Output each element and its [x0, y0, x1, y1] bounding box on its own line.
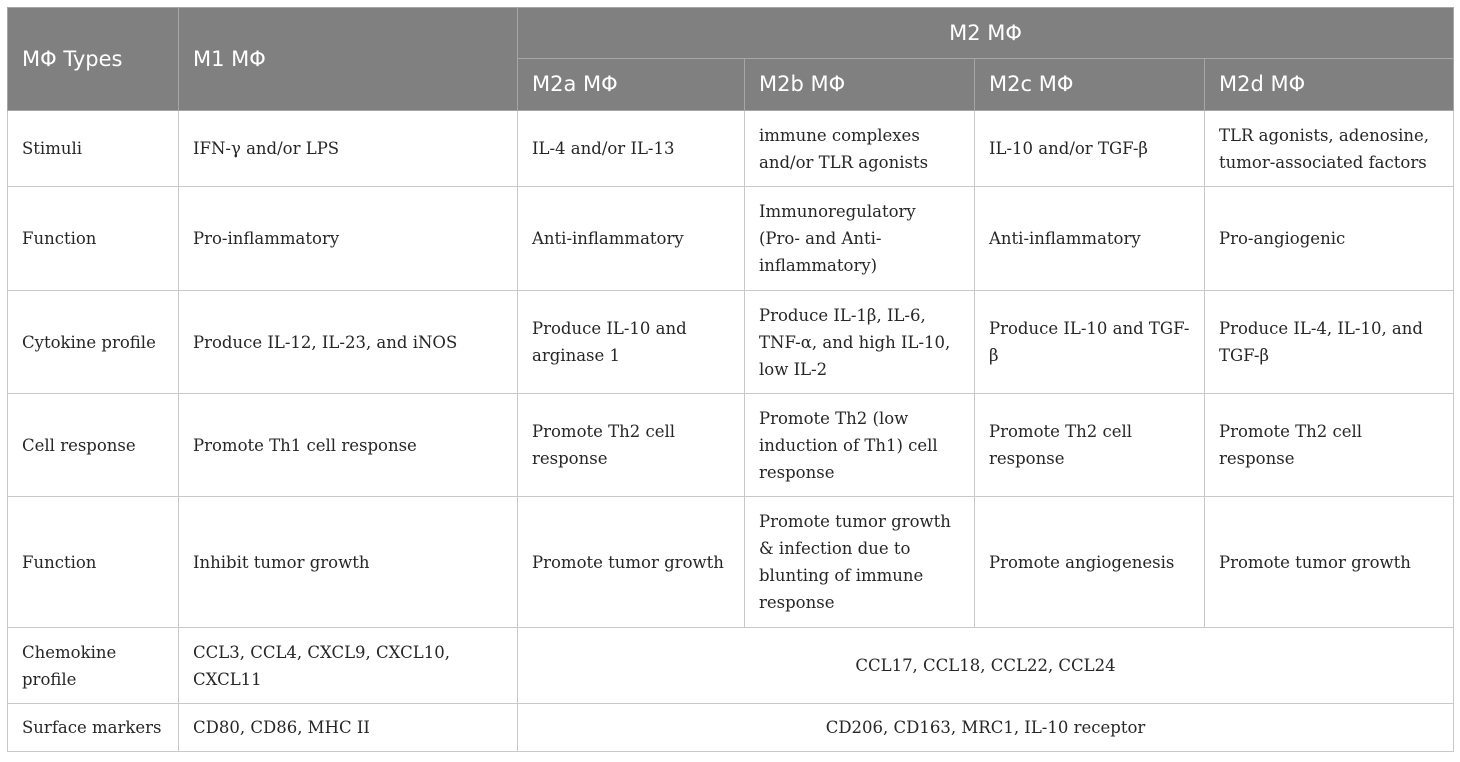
cell-m2a: Promote Th2 cell response [518, 394, 745, 497]
header-m2-group: M2 MΦ [518, 8, 1454, 59]
header-types: MΦ Types [8, 8, 179, 111]
cell-m1: Inhibit tumor growth [179, 497, 518, 628]
cell-m2-all: CCL17, CCL18, CCL22, CCL24 [518, 628, 1454, 704]
cell-m2d: Promote Th2 cell response [1205, 394, 1454, 497]
cell-m2d: Pro-angiogenic [1205, 187, 1454, 291]
table-row [8, 628, 1454, 704]
cell-m2b: Produce IL-1β, IL-6, TNF-α, and high IL-10, low IL-2 [745, 291, 975, 394]
cell-m1: IFN-γ and/or LPS [179, 111, 518, 187]
cell-m1: CCL3, CCL4, CXCL9, CXCL10, CXCL11 [179, 628, 518, 704]
table-header [8, 8, 1454, 111]
table-row [8, 187, 1454, 291]
cell-m2-all: CD206, CD163, MRC1, IL-10 receptor [518, 704, 1454, 752]
row-label: Surface markers [8, 704, 179, 752]
cell-m2b: Promote Th2 (low induction of Th1) cell response [745, 394, 975, 497]
cell-m2b: immune complexes and/or TLR agonists [745, 111, 975, 187]
table-row [8, 497, 1454, 628]
cell-m2d: Promote tumor growth [1205, 497, 1454, 628]
cell-m1: CD80, CD86, MHC II [179, 704, 518, 752]
header-row [8, 8, 1454, 59]
cell-m2c: Anti-inflammatory [975, 187, 1205, 291]
table-row [8, 291, 1454, 394]
header-m2c: M2c MΦ [975, 59, 1205, 111]
cell-m2d: Produce IL-4, IL-10, and TGF-β [1205, 291, 1454, 394]
cell-m2a: Anti-inflammatory [518, 187, 745, 291]
table-row [8, 394, 1454, 497]
cell-m2c: Promote Th2 cell response [975, 394, 1205, 497]
header-m1: M1 MΦ [179, 8, 518, 111]
cell-m2c: IL-10 and/or TGF-β [975, 111, 1205, 187]
cell-m1: Promote Th1 cell response [179, 394, 518, 497]
table-body [8, 111, 1454, 752]
cell-m2a: Produce IL-10 and arginase 1 [518, 291, 745, 394]
row-label: Stimuli [8, 111, 179, 187]
cell-m2c: Promote angiogenesis [975, 497, 1205, 628]
header-m2b: M2b MΦ [745, 59, 975, 111]
row-label: Cytokine profile [8, 291, 179, 394]
row-label: Function [8, 497, 179, 628]
header-m2d: M2d MΦ [1205, 59, 1454, 111]
table-row [8, 704, 1454, 752]
row-label: Function [8, 187, 179, 291]
row-label: Cell response [8, 394, 179, 497]
cell-m2a: IL-4 and/or IL-13 [518, 111, 745, 187]
cell-m2b: Promote tumor growth & infection due to blunting of immune response [745, 497, 975, 628]
cell-m2c: Produce IL-10 and TGF-β [975, 291, 1205, 394]
cell-m1: Produce IL-12, IL-23, and iNOS [179, 291, 518, 394]
header-m2a: M2a MΦ [518, 59, 745, 111]
row-label: Chemokine profile [8, 628, 179, 704]
macrophage-types-table [7, 7, 1454, 752]
cell-m2b: Immunoregulatory (Pro- and Anti-inflammatory) [745, 187, 975, 291]
cell-m1: Pro-inflammatory [179, 187, 518, 291]
cell-m2d: TLR agonists, adenosine, tumor-associated factors [1205, 111, 1454, 187]
cell-m2a: Promote tumor growth [518, 497, 745, 628]
table-row [8, 111, 1454, 187]
